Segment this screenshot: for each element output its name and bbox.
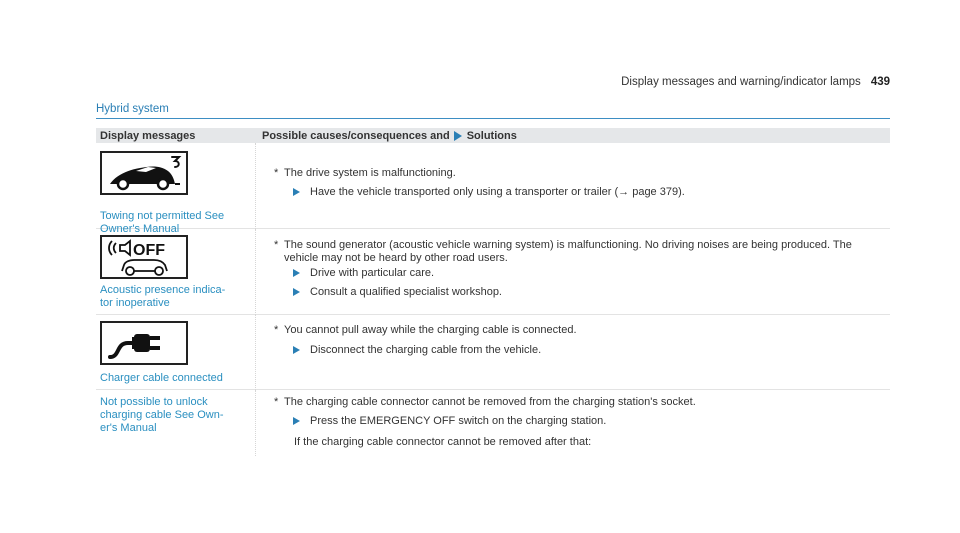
display-cell: [96, 229, 256, 315]
table-row: [96, 390, 890, 456]
solution-arrow-icon: [293, 417, 300, 425]
bullet: *: [274, 239, 279, 251]
charging-plug-icon: [100, 321, 188, 365]
column-header-solutions-label: Solutions: [466, 129, 517, 142]
car-tow-icon: [100, 151, 188, 195]
display-cell: [96, 143, 256, 235]
messages-table: [96, 128, 890, 456]
solution-arrow-icon: [293, 269, 300, 277]
table-row: [96, 143, 890, 235]
causes-cell: * You cannot pull away while the charging cable is connected. Disconnect the charging cable from the vehicle.: [274, 324, 577, 356]
column-header-display: Display messages: [100, 129, 196, 142]
bullet: *: [274, 396, 279, 408]
solution-arrow-icon: [293, 346, 300, 354]
solution-arrow-icon: [454, 131, 462, 141]
page-header: [621, 76, 890, 88]
table-header: [96, 128, 890, 143]
column-header-causes: [256, 130, 890, 142]
section-divider: [96, 118, 890, 119]
section-title: Hybrid system: [96, 103, 169, 115]
solution-arrow-icon: [293, 288, 300, 296]
causes-cell: * The drive system is malfunctioning. Have the vehicle transported only using a transporter or trailer (→ page 379).: [274, 167, 685, 198]
table-row: [96, 315, 890, 390]
solution-arrow-icon: [293, 188, 300, 196]
message-towing-not-permitted: Towing not permitted See Owner's Manual: [100, 210, 225, 235]
note-text: If the charging cable connector cannot be removed after that:: [294, 436, 592, 448]
table-row: [96, 229, 890, 315]
display-cell: [96, 315, 256, 390]
bullet: *: [274, 324, 279, 336]
page-header-title: Display messages and warning/indicator lamps: [621, 76, 861, 88]
page-number: 439: [870, 76, 890, 88]
bullet: *: [274, 167, 279, 179]
causes-cell: * The charging cable connector cannot be removed from the charging station's socket. Press the EMERGENCY OFF switch on the charging station. If the charging cable connector cannot be removed after that:: [274, 396, 696, 448]
column-header-causes-label: Possible causes/consequences and: [262, 129, 450, 142]
svg-text:OFF: OFF: [133, 242, 165, 259]
message-acoustic-presence: Acoustic presence indica- tor inoperative: [100, 284, 226, 309]
causes-cell: * The sound generator (acoustic vehicle warning system) is malfunctioning. No driving noises are being produced. The vehicle may not be heard by other road users. Drive with particular care. Consult a qualified specialist workshop.: [274, 239, 852, 298]
sound-off-car-icon: [100, 235, 188, 279]
display-cell: [96, 390, 256, 456]
message-charger-cable-connected: Charger cable connected: [100, 372, 223, 384]
message-unlock-charging-cable: Not possible to unlock charging cable See Own- er's Manual: [100, 396, 224, 434]
